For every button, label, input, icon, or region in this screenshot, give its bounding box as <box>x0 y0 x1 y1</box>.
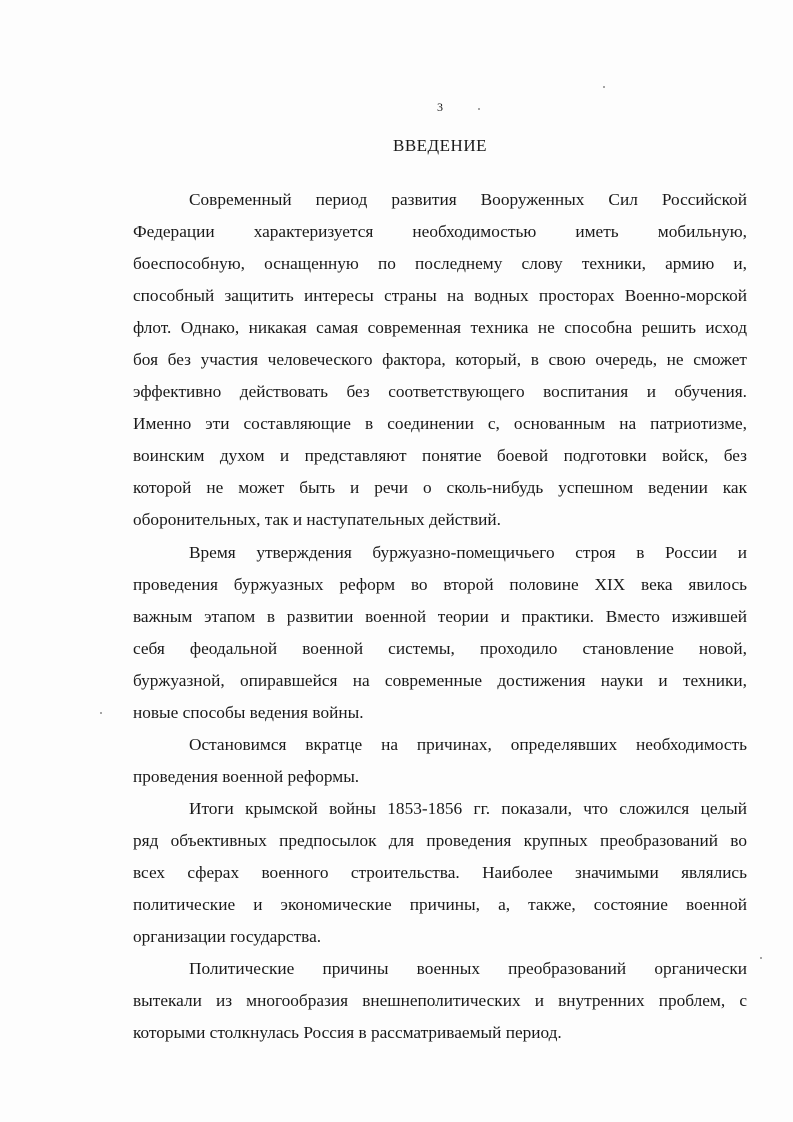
text-line: ряд объективных предпосылок для проведения крупных преобразований во <box>133 830 747 850</box>
text-line: Современный период развития Вооруженных Сил Российской <box>189 190 747 209</box>
text-line: способный защитить интересы страны на водных просторах Военно-морской <box>133 286 747 306</box>
text-line: Федерации характеризуется необходимостью иметь мобильную, <box>133 222 747 242</box>
body-text <box>133 184 747 1049</box>
text-line: важным этапом в развитии военной теории и практики. Вместо изжившей <box>133 606 747 626</box>
scan-speck <box>603 86 605 88</box>
text-line: проведения военной реформы. <box>133 766 360 786</box>
text-line: Итоги крымской войны 1853-1856 гг. показали, что сложился целый <box>189 798 747 818</box>
page-number: 3 <box>437 100 443 114</box>
text-line: новые способы ведения войны. <box>133 702 364 722</box>
text-line: политические и экономические причины, а, также, состояние военной <box>133 895 747 915</box>
scan-speck <box>760 957 762 959</box>
text-line: боя без участия человеческого фактора, который, в свою очередь, не сможет <box>133 350 747 370</box>
text-line: которой не может быть и речи о сколь-нибудь успешном ведении как <box>133 478 747 498</box>
text-line: буржуазной, опиравшейся на современные достижения науки и техники, <box>133 670 747 690</box>
text-line: оборонительных, так и наступательных действий. <box>133 510 501 530</box>
text-line: эффективно действовать без соответствующего воспитания и обучения. <box>133 382 747 402</box>
text-line: проведения буржуазных реформ во второй половине XIX века явилось <box>133 574 747 594</box>
text-line: Остановимся вкратце на причинах, определявших необходимость <box>189 734 747 754</box>
text-line: Время утверждения буржуазно-помещичьего строя в России и <box>189 542 747 562</box>
text-line: Политические причины военных преобразований органически <box>189 959 747 979</box>
text-line: себя феодальной военной системы, проходило становление новой, <box>133 638 747 658</box>
page-title: ВВЕДЕНИЕ <box>393 136 487 155</box>
text-line: Именно эти составляющие в соединении с, основанным на патриотизме, <box>133 414 747 434</box>
text-line: организации государства. <box>133 927 322 947</box>
text-line: воинским духом и представляют понятие боевой подготовки войск, без <box>133 446 747 466</box>
text-line: боеспособную, оснащенную по последнему слову техники, армию и, <box>133 254 747 274</box>
scan-speck <box>478 108 480 110</box>
text-line: всех сферах военного строительства. Наиболее значимыми являлись <box>133 862 747 882</box>
text-line: флот. Однако, никакая самая современная техника не способна решить исход <box>133 318 747 338</box>
text-line: вытекали из многообразия внешнеполитических и внутренних проблем, с <box>133 991 747 1011</box>
scan-speck <box>100 712 102 714</box>
text-line: которыми столкнулась Россия в рассматриваемый период. <box>133 1023 562 1043</box>
